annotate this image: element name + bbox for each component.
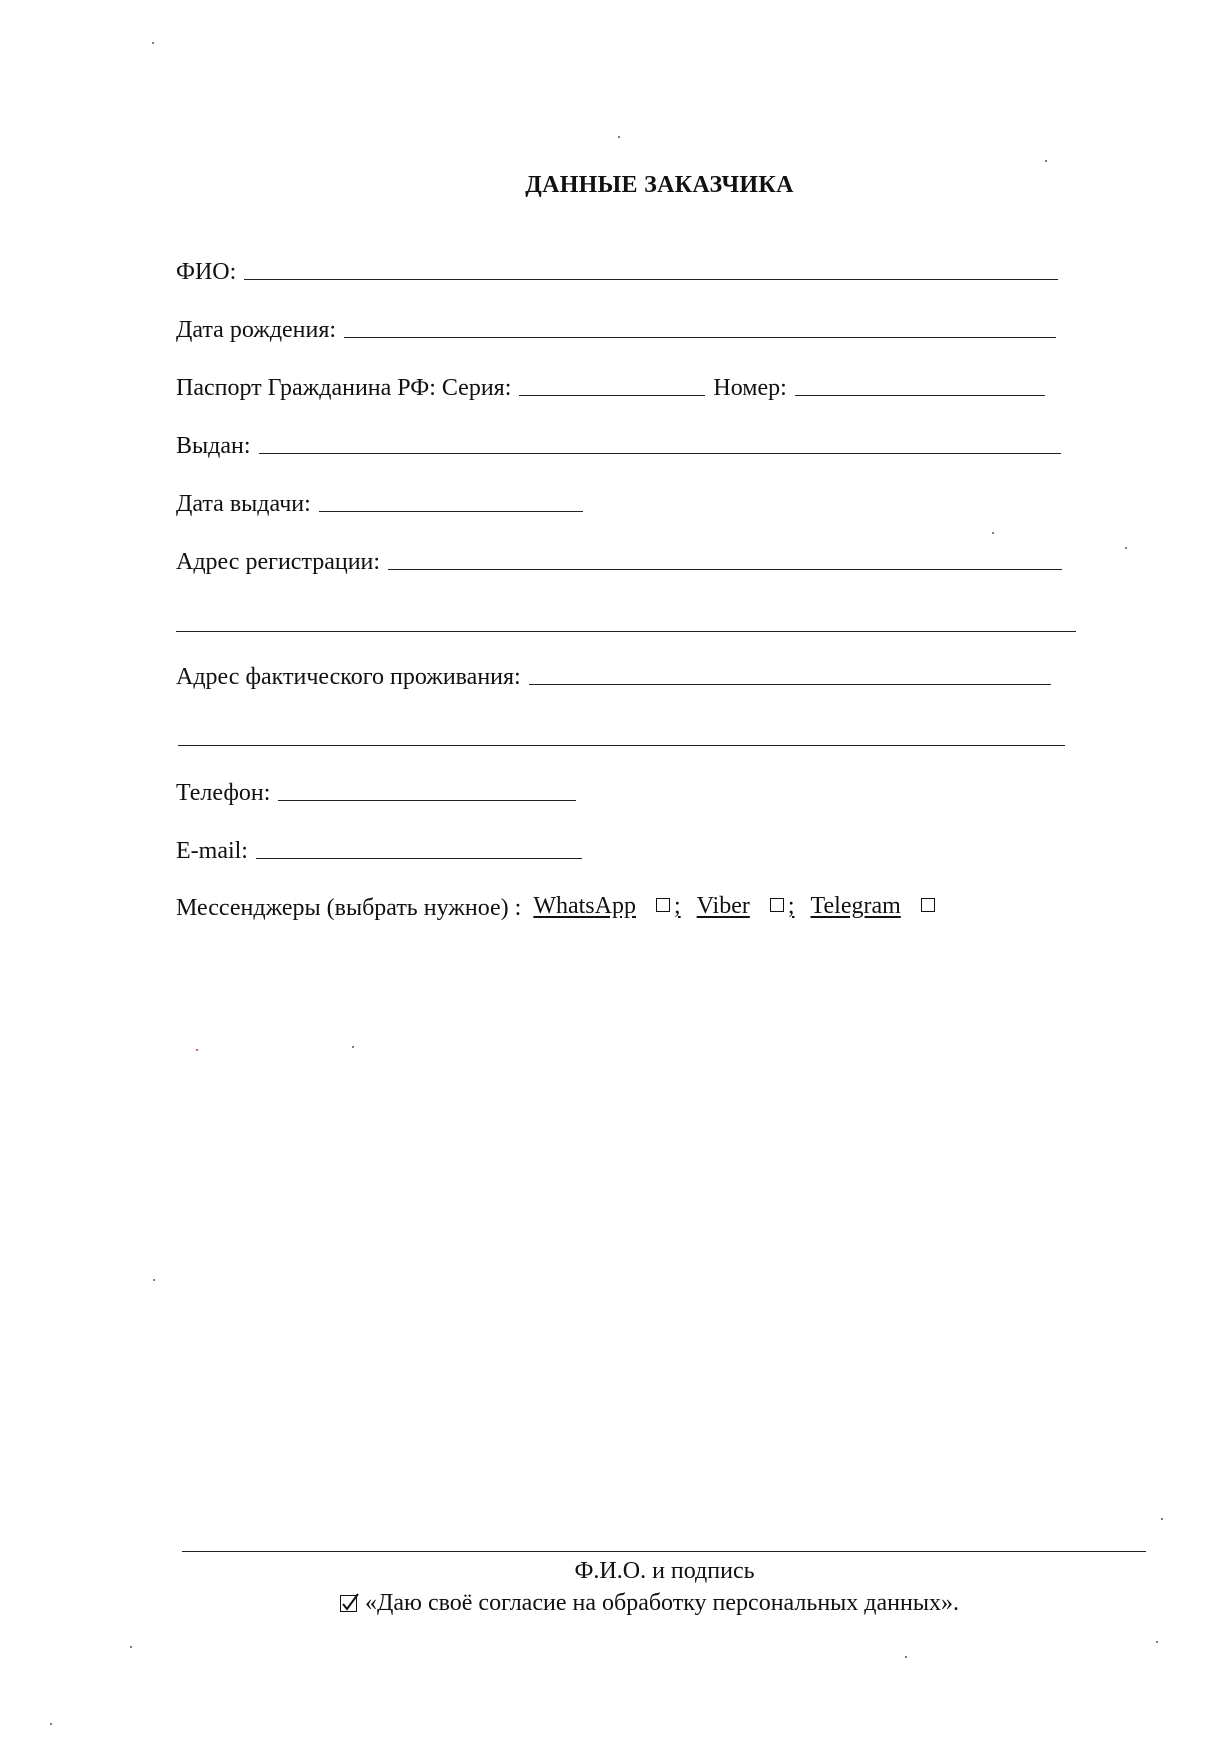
separator: ; — [673, 893, 681, 919]
scan-speck — [1156, 1641, 1158, 1643]
scan-speck — [1045, 160, 1047, 162]
messenger-telegram-label: Telegram — [810, 893, 901, 919]
messenger-option-telegram[interactable] — [811, 893, 935, 920]
passport-series-label: Паспорт Гражданина РФ: Серия: — [176, 375, 512, 401]
phone-label: Телефон: — [176, 780, 271, 806]
messenger-option-whatsapp[interactable] — [533, 893, 696, 920]
scan-speck — [153, 1279, 155, 1281]
viber-checkbox[interactable] — [770, 898, 784, 912]
issued-by-row — [176, 428, 1061, 458]
fio-label: ФИО: — [176, 259, 237, 285]
fio-field[interactable] — [244, 278, 1058, 280]
messengers-row — [176, 890, 935, 920]
birth-date-field[interactable] — [344, 336, 1056, 338]
messenger-viber-label: Viber — [696, 893, 750, 919]
separator: ; — [787, 893, 795, 919]
messengers-label: Мессенджеры (выбрать нужное) : — [176, 895, 522, 921]
passport-row — [176, 370, 1045, 400]
issue-date-field[interactable] — [319, 510, 583, 512]
checkmark-icon — [340, 1592, 360, 1614]
messenger-option-viber[interactable] — [697, 893, 811, 920]
fio-row — [176, 254, 1058, 284]
scan-speck — [196, 1049, 198, 1051]
scan-speck — [618, 136, 620, 138]
scan-speck — [1161, 1518, 1163, 1520]
scan-speck — [1125, 547, 1127, 549]
birth-date-row — [176, 312, 1056, 342]
issued-by-label: Выдан: — [176, 433, 251, 459]
reg-address-row — [176, 544, 1062, 574]
issue-date-row — [176, 486, 583, 516]
actual-address-label: Адрес фактического проживания: — [176, 664, 521, 690]
email-field[interactable] — [256, 857, 582, 859]
messenger-whatsapp-label: WhatsApp — [533, 893, 636, 919]
phone-field[interactable] — [278, 799, 576, 801]
scan-speck — [905, 1656, 907, 1658]
reg-address-field[interactable] — [388, 568, 1062, 570]
scan-speck — [50, 1723, 52, 1725]
issue-date-label: Дата выдачи: — [176, 491, 311, 517]
consent-row — [340, 1590, 959, 1617]
scan-speck — [152, 42, 154, 44]
email-label: E-mail: — [176, 838, 248, 864]
actual-address-field-line2[interactable] — [178, 745, 1065, 746]
email-row — [176, 833, 582, 863]
scan-speck — [992, 532, 994, 534]
passport-number-field[interactable] — [795, 394, 1045, 396]
consent-checkbox[interactable] — [340, 1595, 357, 1612]
reg-address-field-line2[interactable] — [176, 631, 1076, 632]
phone-row — [176, 775, 576, 805]
actual-address-row — [176, 659, 1051, 689]
reg-address-label: Адрес регистрации: — [176, 549, 381, 575]
whatsapp-checkbox[interactable] — [656, 898, 670, 912]
signature-line[interactable] — [182, 1551, 1146, 1552]
passport-number-label: Номер: — [713, 375, 787, 401]
consent-text: «Даю своё согласие на обработку персональных данных». — [365, 1590, 959, 1616]
passport-series-field[interactable] — [519, 394, 705, 396]
telegram-checkbox[interactable] — [921, 898, 935, 912]
issued-by-field[interactable] — [259, 452, 1061, 454]
page-title: ДАННЫЕ ЗАКАЗЧИКА — [525, 172, 794, 198]
birth-date-label: Дата рождения: — [176, 317, 337, 343]
scan-speck — [352, 1046, 354, 1048]
signature-caption: Ф.И.О. и подпись — [574, 1558, 755, 1584]
actual-address-field[interactable] — [529, 683, 1051, 685]
scan-speck — [130, 1646, 132, 1648]
